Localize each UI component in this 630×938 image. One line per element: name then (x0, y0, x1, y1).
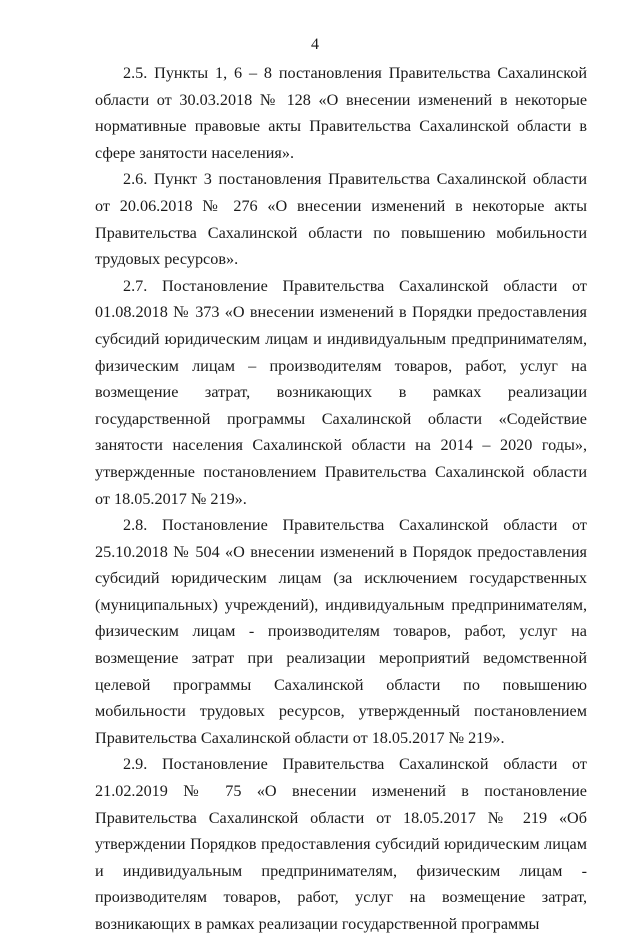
paragraph-2-9: 2.9. Постановление Правительства Сахалинской области от 21.02.2019 № 75 «О внесении изменений в постановление Правительства Сахалинской области от 18.05.2017 № 219 «Об утверждении Порядков предоставления субсидий юридическим лицам и индивидуальным предпринимателям, физическим лицам - производителям товаров, работ, услуг на возмещение затрат, возникающих в рамках реализации государственной программы (95, 755, 587, 933)
document-body (95, 60, 587, 938)
paragraph-2-8: 2.8. Постановление Правительства Сахалинской области от 25.10.2018 № 504 «О внесении изменений в Порядок предоставления субсидий юридическим лицам (за исключением государственных (муниципальных) учреждений), индивидуальным предпринимателям, физическим лицам - производителям товаров, работ, услуг на возмещение затрат при реализации мероприятий ведомственной целевой программы Сахалинской области по повышению мобильности трудовых ресурсов, утвержденный постановлением Правительства Сахалинской области от 18.05.2017 № 219». (95, 516, 587, 747)
paragraph-2-5: 2.5. Пункты 1, 6 – 8 постановления Правительства Сахалинской области от 30.03.2018 № 128 «О внесении изменений в некоторые нормативные правовые акты Правительства Сахалинской области в сфере занятости населения». (95, 64, 587, 162)
paragraph-2-6: 2.6. Пункт 3 постановления Правительства Сахалинской области от 20.06.2018 № 276 «О внесении изменений в некоторые акты Правительства Сахалинской области по повышению мобильности трудовых ресурсов». (95, 170, 587, 269)
page-number: 4 (311, 36, 319, 53)
paragraph-2-7: 2.7. Постановление Правительства Сахалинской области от 01.08.2018 № 373 «О внесении изменений в Порядки предоставления субсидий юридическим лицам и индивидуальным предпринимателям, физическим лицам – производителям товаров, работ, услуг на возмещение затрат, возникающих в рамках реализации государственной программы Сахалинской области «Содействие занятости населения Сахалинской области на 2014 – 2020 годы», утвержденные постановлением Правительства Сахалинской области от 18.05.2017 № 219». (95, 276, 587, 508)
